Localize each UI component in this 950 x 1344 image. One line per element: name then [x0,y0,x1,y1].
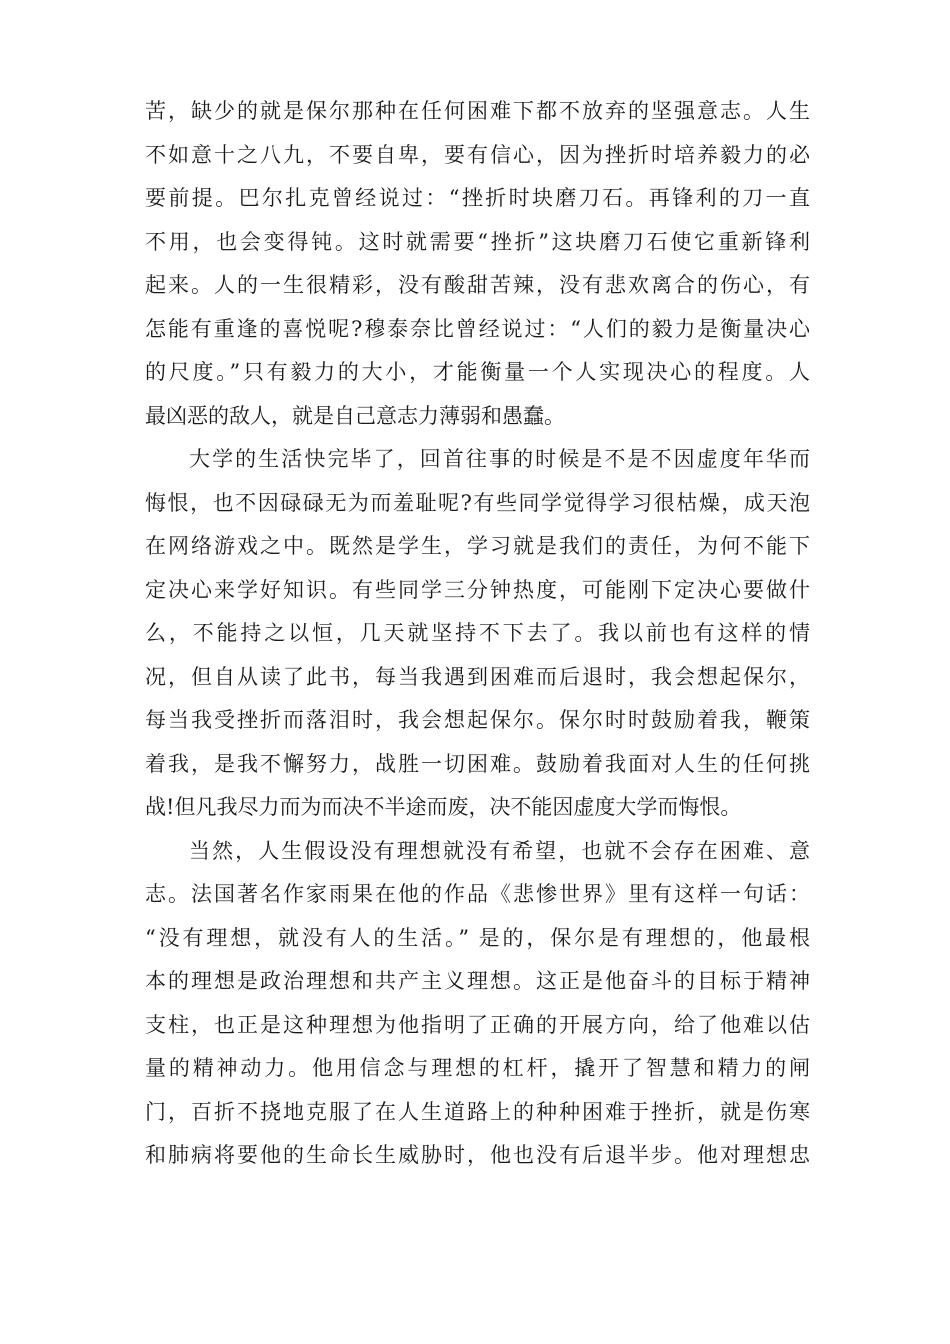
text-line: 苦，缺少的就是保尔那种在任何困难下都不放弃的坚强意志。人生 [145,99,810,123]
text-line: 不如意十之八九，不要自卑，要有信心，因为挫折时培养毅力的必 [145,142,810,167]
text-line: 量的精神动力。他用信念与理想的杠杆，撬开了智慧和精力的闸 [145,1056,810,1080]
text-line: 战!但凡我尽力而为而决不半途而废，决不能因虚度大学而悔恨。 [145,795,742,819]
text-line: 着我，是我不懈努力，战胜一切困难。鼓励着我面对人生的任何挑 [145,751,810,776]
text-line: 当然，人生假设没有理想就没有希望，也就不会存在困难、意 [189,838,810,863]
text-line: 志。法国著名作家雨果在他的作品《悲惨世界》里有这样一句话： [145,882,810,906]
text-line: 怎能有重逢的喜悦呢?穆泰奈比曾经说过：“人们的毅力是衡量决心 [145,316,810,341]
text-line: 的尺度。”只有毅力的大小，才能衡量一个人实现决心的程度。人 [145,360,810,384]
text-line: 起来。人的一生很精彩，没有酸甜苦辣，没有悲欢离合的伤心，有 [145,273,810,297]
text-line: 要前提。巴尔扎克曾经说过：“挫折时块磨刀石。再锋利的刀一直 [145,186,810,210]
text-line: 大学的生活快完毕了，回首往事的时候是不是不因虚度年华而 [189,447,810,471]
text-line: 门，百折不挠地克服了在人生道路上的种种困难于挫折，就是伤寒 [145,1099,810,1124]
text-line: 况，但自从读了此书，每当我遇到困难而后退时，我会想起保尔， [145,664,810,689]
text-line: 最凶恶的敌人，就是自己意志力薄弱和愚蠢。 [145,403,565,428]
text-line: 定决心来学好知识。有些同学三分钟热度，可能刚下定决心要做什 [145,577,810,602]
text-line: 不用，也会变得钝。这时就需要“挫折”这块磨刀石使它重新锋利 [145,229,810,254]
document-body-text [145,90,810,1178]
text-line: 支柱，也正是这种理想为他指明了正确的开展方向，给了他难以估 [145,1012,810,1037]
text-line: 每当我受挫折而落泪时，我会想起保尔。保尔时时鼓励着我，鞭策 [145,708,810,732]
text-line: “没有理想，就没有人的生活。” 是的，保尔是有理想的，他最根 [145,925,810,950]
text-line: 在网络游戏之中。既然是学生，学习就是我们的责任，为何不能下 [145,534,810,558]
text-line: 么，不能持之以恒，几天就坚持不下去了。我以前也有这样的情 [145,621,810,645]
text-line: 悔恨，也不因碌碌无为而羞耻呢?有些同学觉得学习很枯燥，成天泡 [145,490,810,515]
text-line: 和肺病将要他的生命长生威胁时，他也没有后退半步。他对理想忠 [145,1143,810,1167]
text-line: 本的理想是政治理想和共产主义理想。这正是他奋斗的目标于精神 [145,969,810,993]
